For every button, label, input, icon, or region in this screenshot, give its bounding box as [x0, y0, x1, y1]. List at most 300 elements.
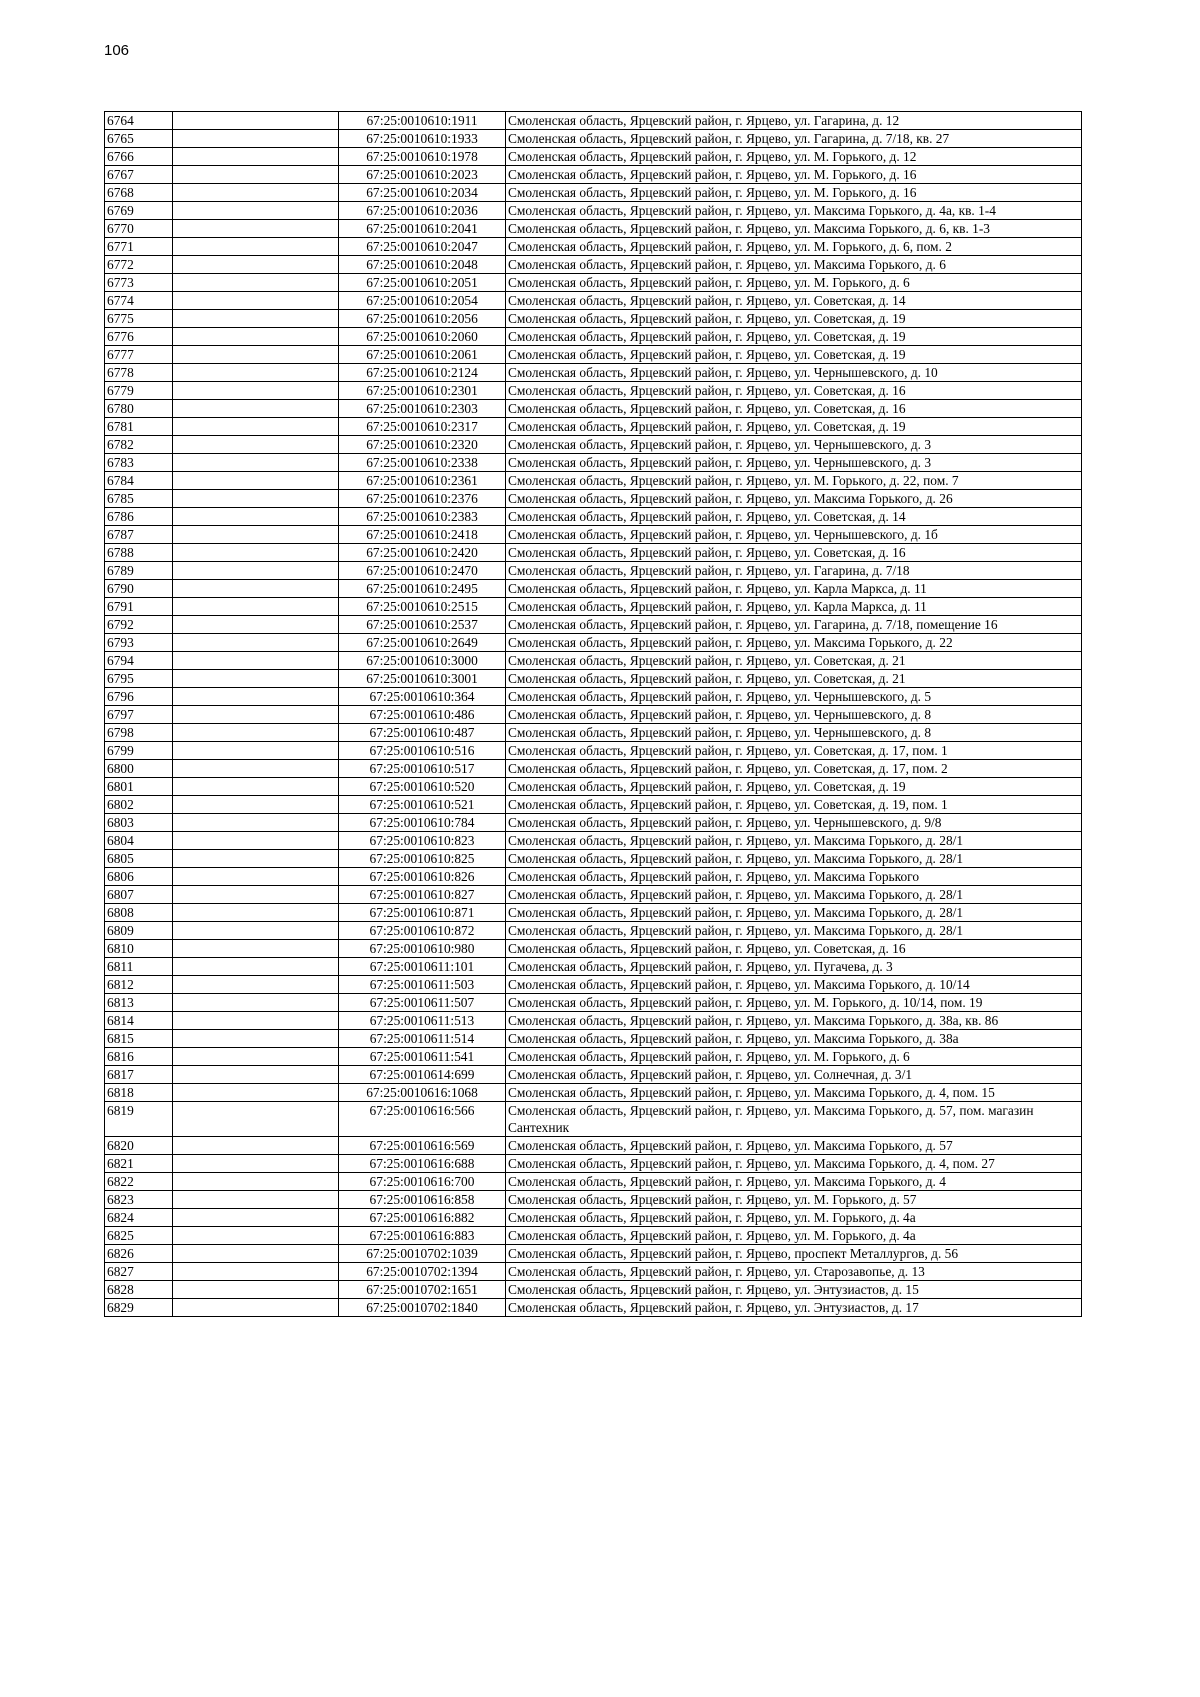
- row-number-cell: 6767: [105, 166, 173, 184]
- cadastral-number-cell: 67:25:0010610:2036: [339, 202, 506, 220]
- row-number-cell: 6794: [105, 652, 173, 670]
- cadastral-number-cell: 67:25:0010610:2338: [339, 454, 506, 472]
- address-cell: Смоленская область, Ярцевский район, г. Ярцево, ул. М. Горького, д. 16: [506, 184, 1082, 202]
- table-row: [105, 1030, 1082, 1048]
- table-row: [105, 562, 1082, 580]
- row-number-cell: 6781: [105, 418, 173, 436]
- empty-cell: [173, 778, 339, 796]
- empty-cell: [173, 958, 339, 976]
- address-cell: Смоленская область, Ярцевский район, г. Ярцево, ул. Максима Горького, д. 38а, кв. 86: [506, 1012, 1082, 1030]
- empty-cell: [173, 1173, 339, 1191]
- row-number-cell: 6828: [105, 1281, 173, 1299]
- row-number-cell: 6784: [105, 472, 173, 490]
- cadastral-number-cell: 67:25:0010610:364: [339, 688, 506, 706]
- row-number-cell: 6802: [105, 796, 173, 814]
- address-cell: Смоленская область, Ярцевский район, г. Ярцево, ул. Чернышевского, д. 8: [506, 724, 1082, 742]
- address-cell: Смоленская область, Ярцевский район, г. Ярцево, ул. Чернышевского, д. 9/8: [506, 814, 1082, 832]
- table-row: [105, 760, 1082, 778]
- table-row: [105, 1137, 1082, 1155]
- table-row: [105, 220, 1082, 238]
- address-cell: Смоленская область, Ярцевский район, г. Ярцево, ул. Максима Горького, д. 4, пом. 27: [506, 1155, 1082, 1173]
- table-row: [105, 418, 1082, 436]
- address-cell: Смоленская область, Ярцевский район, г. Ярцево, ул. Максима Горького, д. 10/14: [506, 976, 1082, 994]
- table-row: [105, 940, 1082, 958]
- empty-cell: [173, 634, 339, 652]
- row-number-cell: 6815: [105, 1030, 173, 1048]
- row-number-cell: 6773: [105, 274, 173, 292]
- cadastral-number-cell: 67:25:0010610:827: [339, 886, 506, 904]
- row-number-cell: 6777: [105, 346, 173, 364]
- address-cell: Смоленская область, Ярцевский район, г. Ярцево, ул. Карла Маркса, д. 11: [506, 598, 1082, 616]
- address-cell: Смоленская область, Ярцевский район, г. Ярцево, ул. Максима Горького, д. 4: [506, 1173, 1082, 1191]
- table-row: [105, 166, 1082, 184]
- address-cell: Смоленская область, Ярцевский район, г. Ярцево, ул. Чернышевского, д. 3: [506, 436, 1082, 454]
- empty-cell: [173, 310, 339, 328]
- row-number-cell: 6806: [105, 868, 173, 886]
- table-row: [105, 706, 1082, 724]
- table-row: [105, 850, 1082, 868]
- row-number-cell: 6822: [105, 1173, 173, 1191]
- table-row: [105, 112, 1082, 130]
- empty-cell: [173, 1012, 339, 1030]
- cadastral-number-cell: 67:25:0010702:1039: [339, 1245, 506, 1263]
- empty-cell: [173, 1209, 339, 1227]
- address-cell: Смоленская область, Ярцевский район, г. Ярцево, ул. Советская, д. 19: [506, 310, 1082, 328]
- table-row: [105, 958, 1082, 976]
- address-cell: Смоленская область, Ярцевский район, г. Ярцево, ул. Советская, д. 16: [506, 400, 1082, 418]
- row-number-cell: 6804: [105, 832, 173, 850]
- cadastral-number-cell: 67:25:0010610:3001: [339, 670, 506, 688]
- table-row: [105, 400, 1082, 418]
- registry-table-body: [105, 112, 1082, 1317]
- empty-cell: [173, 418, 339, 436]
- cadastral-number-cell: 67:25:0010610:784: [339, 814, 506, 832]
- empty-cell: [173, 1084, 339, 1102]
- row-number-cell: 6809: [105, 922, 173, 940]
- empty-cell: [173, 562, 339, 580]
- address-cell: Смоленская область, Ярцевский район, г. Ярцево, ул. М. Горького, д. 6, пом. 2: [506, 238, 1082, 256]
- address-cell: Смоленская область, Ярцевский район, г. Ярцево, ул. Максима Горького, д. 28/1: [506, 886, 1082, 904]
- row-number-cell: 6778: [105, 364, 173, 382]
- row-number-cell: 6801: [105, 778, 173, 796]
- row-number-cell: 6796: [105, 688, 173, 706]
- empty-cell: [173, 814, 339, 832]
- cadastral-number-cell: 67:25:0010702:1651: [339, 1281, 506, 1299]
- address-cell: Смоленская область, Ярцевский район, г. Ярцево, ул. Максима Горького, д. 38а: [506, 1030, 1082, 1048]
- table-row: [105, 436, 1082, 454]
- row-number-cell: 6824: [105, 1209, 173, 1227]
- empty-cell: [173, 688, 339, 706]
- table-row: [105, 202, 1082, 220]
- cadastral-number-cell: 67:25:0010616:883: [339, 1227, 506, 1245]
- table-row: [105, 454, 1082, 472]
- cadastral-number-cell: 67:25:0010610:2023: [339, 166, 506, 184]
- row-number-cell: 6789: [105, 562, 173, 580]
- empty-cell: [173, 616, 339, 634]
- table-row: [105, 796, 1082, 814]
- row-number-cell: 6803: [105, 814, 173, 832]
- row-number-cell: 6783: [105, 454, 173, 472]
- table-row: [105, 508, 1082, 526]
- empty-cell: [173, 256, 339, 274]
- empty-cell: [173, 994, 339, 1012]
- cadastral-number-cell: 67:25:0010610:1911: [339, 112, 506, 130]
- cadastral-number-cell: 67:25:0010610:2047: [339, 238, 506, 256]
- empty-cell: [173, 1030, 339, 1048]
- empty-cell: [173, 832, 339, 850]
- cadastral-number-cell: 67:25:0010610:521: [339, 796, 506, 814]
- address-cell: Смоленская область, Ярцевский район, г. Ярцево, ул. Пугачева, д. 3: [506, 958, 1082, 976]
- table-row: [105, 148, 1082, 166]
- row-number-cell: 6772: [105, 256, 173, 274]
- address-cell: Смоленская область, Ярцевский район, г. Ярцево, ул. Энтузиастов, д. 15: [506, 1281, 1082, 1299]
- address-cell: Смоленская область, Ярцевский район, г. Ярцево, ул. Максима Горького, д. 57, пом. магазин Сантехник: [506, 1102, 1082, 1137]
- row-number-cell: 6782: [105, 436, 173, 454]
- address-cell: Смоленская область, Ярцевский район, г. Ярцево, ул. Чернышевского, д. 3: [506, 454, 1082, 472]
- empty-cell: [173, 436, 339, 454]
- empty-cell: [173, 706, 339, 724]
- row-number-cell: 6793: [105, 634, 173, 652]
- address-cell: Смоленская область, Ярцевский район, г. Ярцево, ул. Советская, д. 21: [506, 670, 1082, 688]
- empty-cell: [173, 670, 339, 688]
- empty-cell: [173, 112, 339, 130]
- table-row: [105, 472, 1082, 490]
- row-number-cell: 6768: [105, 184, 173, 202]
- table-row: [105, 1102, 1082, 1137]
- address-cell: Смоленская область, Ярцевский район, г. Ярцево, ул. Максима Горького, д. 22: [506, 634, 1082, 652]
- page-number: 106: [104, 42, 130, 59]
- table-row: [105, 580, 1082, 598]
- cadastral-number-cell: 67:25:0010610:2061: [339, 346, 506, 364]
- table-row: [105, 634, 1082, 652]
- empty-cell: [173, 184, 339, 202]
- table-row: [105, 652, 1082, 670]
- table-row: [105, 292, 1082, 310]
- empty-cell: [173, 904, 339, 922]
- cadastral-number-cell: 67:25:0010610:2303: [339, 400, 506, 418]
- cadastral-number-cell: 67:25:0010610:826: [339, 868, 506, 886]
- empty-cell: [173, 148, 339, 166]
- cadastral-number-cell: 67:25:0010610:823: [339, 832, 506, 850]
- address-cell: Смоленская область, Ярцевский район, г. Ярцево, ул. Чернышевского, д. 1б: [506, 526, 1082, 544]
- row-number-cell: 6785: [105, 490, 173, 508]
- address-cell: Смоленская область, Ярцевский район, г. Ярцево, ул. Максима Горького, д. 6, кв. 1-3: [506, 220, 1082, 238]
- address-cell: Смоленская область, Ярцевский район, г. Ярцево, ул. Гагарина, д. 7/18, помещение 16: [506, 616, 1082, 634]
- row-number-cell: 6769: [105, 202, 173, 220]
- cadastral-number-cell: 67:25:0010610:2124: [339, 364, 506, 382]
- cadastral-number-cell: 67:25:0010610:2418: [339, 526, 506, 544]
- address-cell: Смоленская область, Ярцевский район, г. Ярцево, ул. М. Горького, д. 12: [506, 148, 1082, 166]
- row-number-cell: 6800: [105, 760, 173, 778]
- empty-cell: [173, 760, 339, 778]
- table-row: [105, 1209, 1082, 1227]
- table-row: [105, 724, 1082, 742]
- row-number-cell: 6811: [105, 958, 173, 976]
- cadastral-number-cell: 67:25:0010616:858: [339, 1191, 506, 1209]
- cadastral-number-cell: 67:25:0010610:2056: [339, 310, 506, 328]
- table-row: [105, 526, 1082, 544]
- table-row: [105, 1245, 1082, 1263]
- cadastral-number-cell: 67:25:0010702:1840: [339, 1299, 506, 1317]
- cadastral-number-cell: 67:25:0010616:688: [339, 1155, 506, 1173]
- row-number-cell: 6817: [105, 1066, 173, 1084]
- table-row: [105, 688, 1082, 706]
- cadastral-number-cell: 67:25:0010610:980: [339, 940, 506, 958]
- table-row: [105, 1048, 1082, 1066]
- row-number-cell: 6820: [105, 1137, 173, 1155]
- address-cell: Смоленская область, Ярцевский район, г. Ярцево, ул. Чернышевского, д. 5: [506, 688, 1082, 706]
- table-row: [105, 742, 1082, 760]
- table-row: [105, 310, 1082, 328]
- address-cell: Смоленская область, Ярцевский район, г. Ярцево, ул. Советская, д. 19: [506, 328, 1082, 346]
- empty-cell: [173, 544, 339, 562]
- table-row: [105, 886, 1082, 904]
- empty-cell: [173, 580, 339, 598]
- table-row: [105, 814, 1082, 832]
- row-number-cell: 6816: [105, 1048, 173, 1066]
- table-row: [105, 1155, 1082, 1173]
- empty-cell: [173, 1102, 339, 1137]
- address-cell: Смоленская область, Ярцевский район, г. Ярцево, ул. Советская, д. 19: [506, 778, 1082, 796]
- table-row: [105, 1299, 1082, 1317]
- address-cell: Смоленская область, Ярцевский район, г. Ярцево, ул. М. Горького, д. 22, пом. 7: [506, 472, 1082, 490]
- cadastral-number-cell: 67:25:0010610:2034: [339, 184, 506, 202]
- table-row: [105, 904, 1082, 922]
- cadastral-number-cell: 67:25:0010611:514: [339, 1030, 506, 1048]
- empty-cell: [173, 508, 339, 526]
- cadastral-number-cell: 67:25:0010610:517: [339, 760, 506, 778]
- empty-cell: [173, 940, 339, 958]
- empty-cell: [173, 238, 339, 256]
- cadastral-number-cell: 67:25:0010610:825: [339, 850, 506, 868]
- cadastral-number-cell: 67:25:0010611:513: [339, 1012, 506, 1030]
- table-row: [105, 598, 1082, 616]
- empty-cell: [173, 1137, 339, 1155]
- cadastral-number-cell: 67:25:0010610:2041: [339, 220, 506, 238]
- address-cell: Смоленская область, Ярцевский район, г. Ярцево, ул. Советская, д. 16: [506, 940, 1082, 958]
- row-number-cell: 6779: [105, 382, 173, 400]
- cadastral-number-cell: 67:25:0010611:101: [339, 958, 506, 976]
- cadastral-number-cell: 67:25:0010610:2301: [339, 382, 506, 400]
- empty-cell: [173, 364, 339, 382]
- cadastral-number-cell: 67:25:0010616:1068: [339, 1084, 506, 1102]
- cadastral-number-cell: 67:25:0010610:1933: [339, 130, 506, 148]
- empty-cell: [173, 652, 339, 670]
- empty-cell: [173, 130, 339, 148]
- cadastral-number-cell: 67:25:0010610:2383: [339, 508, 506, 526]
- row-number-cell: 6786: [105, 508, 173, 526]
- address-cell: Смоленская область, Ярцевский район, г. Ярцево, ул. Старозавопье, д. 13: [506, 1263, 1082, 1281]
- table-row: [105, 328, 1082, 346]
- row-number-cell: 6798: [105, 724, 173, 742]
- address-cell: Смоленская область, Ярцевский район, г. Ярцево, ул. Чернышевского, д. 10: [506, 364, 1082, 382]
- row-number-cell: 6812: [105, 976, 173, 994]
- cadastral-number-cell: 67:25:0010610:2420: [339, 544, 506, 562]
- address-cell: Смоленская область, Ярцевский район, г. Ярцево, ул. Советская, д. 14: [506, 292, 1082, 310]
- empty-cell: [173, 922, 339, 940]
- cadastral-number-cell: 67:25:0010610:2051: [339, 274, 506, 292]
- table-row: [105, 130, 1082, 148]
- row-number-cell: 6775: [105, 310, 173, 328]
- row-number-cell: 6795: [105, 670, 173, 688]
- table-row: [105, 256, 1082, 274]
- empty-cell: [173, 886, 339, 904]
- address-cell: Смоленская область, Ярцевский район, г. Ярцево, ул. М. Горького, д. 57: [506, 1191, 1082, 1209]
- table-row: [105, 544, 1082, 562]
- row-number-cell: 6764: [105, 112, 173, 130]
- empty-cell: [173, 526, 339, 544]
- cadastral-number-cell: 67:25:0010610:2320: [339, 436, 506, 454]
- empty-cell: [173, 1066, 339, 1084]
- row-number-cell: 6807: [105, 886, 173, 904]
- address-cell: Смоленская область, Ярцевский район, г. Ярцево, ул. Солнечная, д. 3/1: [506, 1066, 1082, 1084]
- cadastral-number-cell: 67:25:0010610:871: [339, 904, 506, 922]
- table-row: [105, 1084, 1082, 1102]
- address-cell: Смоленская область, Ярцевский район, г. Ярцево, ул. М. Горького, д. 6: [506, 274, 1082, 292]
- address-cell: Смоленская область, Ярцевский район, г. Ярцево, ул. М. Горького, д. 10/14, пом. 19: [506, 994, 1082, 1012]
- cadastral-number-cell: 67:25:0010610:487: [339, 724, 506, 742]
- address-cell: Смоленская область, Ярцевский район, г. Ярцево, ул. Гагарина, д. 7/18, кв. 27: [506, 130, 1082, 148]
- address-cell: Смоленская область, Ярцевский район, г. Ярцево, ул. Энтузиастов, д. 17: [506, 1299, 1082, 1317]
- row-number-cell: 6765: [105, 130, 173, 148]
- address-cell: Смоленская область, Ярцевский район, г. Ярцево, ул. Советская, д. 17, пом. 2: [506, 760, 1082, 778]
- row-number-cell: 6818: [105, 1084, 173, 1102]
- address-cell: Смоленская область, Ярцевский район, г. Ярцево, ул. Советская, д. 19: [506, 418, 1082, 436]
- address-cell: Смоленская область, Ярцевский район, г. Ярцево, ул. Чернышевского, д. 8: [506, 706, 1082, 724]
- address-cell: Смоленская область, Ярцевский район, г. Ярцево, ул. М. Горького, д. 4а: [506, 1209, 1082, 1227]
- cadastral-number-cell: 67:25:0010610:3000: [339, 652, 506, 670]
- empty-cell: [173, 850, 339, 868]
- cadastral-number-cell: 67:25:0010611:541: [339, 1048, 506, 1066]
- table-row: [105, 994, 1082, 1012]
- cadastral-number-cell: 67:25:0010610:2495: [339, 580, 506, 598]
- address-cell: Смоленская область, Ярцевский район, г. Ярцево, ул. Максима Горького, д. 28/1: [506, 904, 1082, 922]
- table-row: [105, 832, 1082, 850]
- cadastral-number-cell: 67:25:0010610:2060: [339, 328, 506, 346]
- empty-cell: [173, 202, 339, 220]
- table-row: [105, 922, 1082, 940]
- row-number-cell: 6825: [105, 1227, 173, 1245]
- address-cell: Смоленская область, Ярцевский район, г. Ярцево, ул. Гагарина, д. 7/18: [506, 562, 1082, 580]
- empty-cell: [173, 1245, 339, 1263]
- table-row: [105, 238, 1082, 256]
- empty-cell: [173, 1191, 339, 1209]
- row-number-cell: 6787: [105, 526, 173, 544]
- row-number-cell: 6770: [105, 220, 173, 238]
- cadastral-number-cell: 67:25:0010610:2515: [339, 598, 506, 616]
- address-cell: Смоленская область, Ярцевский район, г. Ярцево, ул. Советская, д. 21: [506, 652, 1082, 670]
- row-number-cell: 6780: [105, 400, 173, 418]
- address-cell: Смоленская область, Ярцевский район, г. Ярцево, ул. Максима Горького, д. 28/1: [506, 850, 1082, 868]
- empty-cell: [173, 1048, 339, 1066]
- cadastral-number-cell: 67:25:0010614:699: [339, 1066, 506, 1084]
- cadastral-number-cell: 67:25:0010610:1978: [339, 148, 506, 166]
- address-cell: Смоленская область, Ярцевский район, г. Ярцево, ул. Советская, д. 17, пом. 1: [506, 742, 1082, 760]
- row-number-cell: 6771: [105, 238, 173, 256]
- row-number-cell: 6823: [105, 1191, 173, 1209]
- empty-cell: [173, 274, 339, 292]
- table-row: [105, 490, 1082, 508]
- cadastral-number-cell: 67:25:0010616:566: [339, 1102, 506, 1137]
- table-row: [105, 346, 1082, 364]
- address-cell: Смоленская область, Ярцевский район, г. Ярцево, ул. Советская, д. 19, пом. 1: [506, 796, 1082, 814]
- address-cell: Смоленская область, Ярцевский район, г. Ярцево, ул. Советская, д. 19: [506, 346, 1082, 364]
- cadastral-number-cell: 67:25:0010610:2649: [339, 634, 506, 652]
- empty-cell: [173, 1299, 339, 1317]
- cadastral-number-cell: 67:25:0010610:2317: [339, 418, 506, 436]
- row-number-cell: 6774: [105, 292, 173, 310]
- row-number-cell: 6814: [105, 1012, 173, 1030]
- row-number-cell: 6790: [105, 580, 173, 598]
- empty-cell: [173, 1281, 339, 1299]
- row-number-cell: 6827: [105, 1263, 173, 1281]
- table-row: [105, 868, 1082, 886]
- cadastral-number-cell: 67:25:0010616:882: [339, 1209, 506, 1227]
- cadastral-number-cell: 67:25:0010702:1394: [339, 1263, 506, 1281]
- empty-cell: [173, 490, 339, 508]
- row-number-cell: 6791: [105, 598, 173, 616]
- cadastral-number-cell: 67:25:0010610:2376: [339, 490, 506, 508]
- cadastral-number-cell: 67:25:0010610:2537: [339, 616, 506, 634]
- property-registry-table: [104, 111, 1082, 1317]
- address-cell: Смоленская область, Ярцевский район, г. Ярцево, ул. Максима Горького, д. 57: [506, 1137, 1082, 1155]
- row-number-cell: 6821: [105, 1155, 173, 1173]
- address-cell: Смоленская область, Ярцевский район, г. Ярцево, ул. Максима Горького: [506, 868, 1082, 886]
- address-cell: Смоленская область, Ярцевский район, г. Ярцево, ул. Максима Горького, д. 28/1: [506, 922, 1082, 940]
- cadastral-number-cell: 67:25:0010610:2470: [339, 562, 506, 580]
- table-row: [105, 274, 1082, 292]
- table-row: [105, 1012, 1082, 1030]
- address-cell: Смоленская область, Ярцевский район, г. Ярцево, ул. Максима Горького, д. 4, пом. 15: [506, 1084, 1082, 1102]
- address-cell: Смоленская область, Ярцевский район, г. Ярцево, ул. М. Горького, д. 4а: [506, 1227, 1082, 1245]
- cadastral-number-cell: 67:25:0010610:516: [339, 742, 506, 760]
- table-row: [105, 1173, 1082, 1191]
- table-row: [105, 1263, 1082, 1281]
- table-row: [105, 616, 1082, 634]
- row-number-cell: 6776: [105, 328, 173, 346]
- row-number-cell: 6826: [105, 1245, 173, 1263]
- empty-cell: [173, 976, 339, 994]
- table-row: [105, 184, 1082, 202]
- row-number-cell: 6813: [105, 994, 173, 1012]
- table-row: [105, 1191, 1082, 1209]
- cadastral-number-cell: 67:25:0010610:520: [339, 778, 506, 796]
- empty-cell: [173, 454, 339, 472]
- row-number-cell: 6805: [105, 850, 173, 868]
- cadastral-number-cell: 67:25:0010610:486: [339, 706, 506, 724]
- address-cell: Смоленская область, Ярцевский район, г. Ярцево, ул. Карла Маркса, д. 11: [506, 580, 1082, 598]
- row-number-cell: 6766: [105, 148, 173, 166]
- empty-cell: [173, 382, 339, 400]
- empty-cell: [173, 292, 339, 310]
- empty-cell: [173, 400, 339, 418]
- table-row: [105, 364, 1082, 382]
- address-cell: Смоленская область, Ярцевский район, г. Ярцево, ул. Максима Горького, д. 28/1: [506, 832, 1082, 850]
- empty-cell: [173, 868, 339, 886]
- table-row: [105, 778, 1082, 796]
- empty-cell: [173, 220, 339, 238]
- address-cell: Смоленская область, Ярцевский район, г. Ярцево, ул. Максима Горького, д. 6: [506, 256, 1082, 274]
- address-cell: Смоленская область, Ярцевский район, г. Ярцево, ул. Советская, д. 14: [506, 508, 1082, 526]
- empty-cell: [173, 724, 339, 742]
- address-cell: Смоленская область, Ярцевский район, г. Ярцево, ул. Максима Горького, д. 26: [506, 490, 1082, 508]
- table-row: [105, 1066, 1082, 1084]
- address-cell: Смоленская область, Ярцевский район, г. Ярцево, ул. Гагарина, д. 12: [506, 112, 1082, 130]
- cadastral-number-cell: 67:25:0010610:2361: [339, 472, 506, 490]
- empty-cell: [173, 796, 339, 814]
- cadastral-number-cell: 67:25:0010616:700: [339, 1173, 506, 1191]
- cadastral-number-cell: 67:25:0010616:569: [339, 1137, 506, 1155]
